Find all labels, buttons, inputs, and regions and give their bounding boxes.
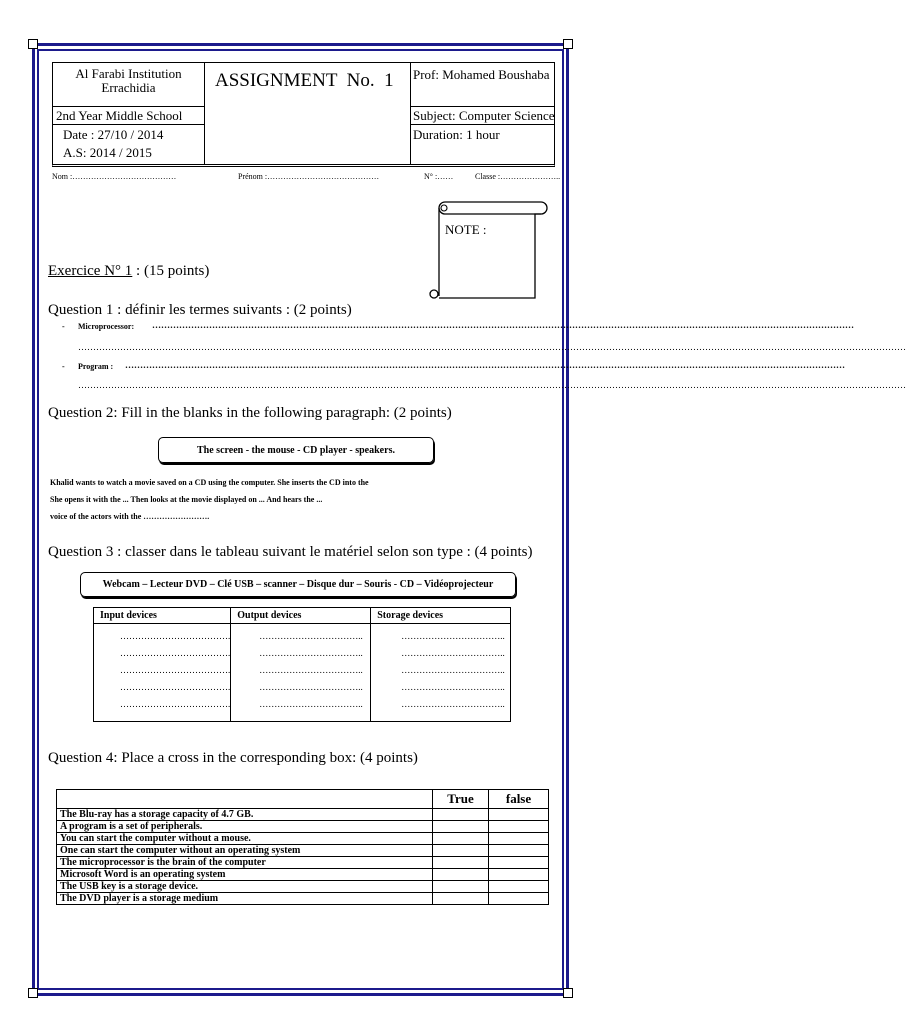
note-scroll-box <box>425 196 550 306</box>
statement: A program is a set of peripherals. <box>57 821 433 833</box>
true-false-table <box>56 789 549 905</box>
institution-name: Al Farabi Institution Errachidia <box>75 66 182 95</box>
statement: Microsoft Word is an operating system <box>57 869 433 881</box>
q1-answer-line[interactable]: …………………………………………………………………………………………………………………………………………………………………………………………………………………… <box>125 360 845 370</box>
statement: One can start the computer without an operating system <box>57 845 433 857</box>
device-classification-table <box>93 607 511 722</box>
true-checkbox[interactable] <box>433 845 489 857</box>
false-checkbox[interactable] <box>489 821 549 833</box>
table-row <box>57 821 549 833</box>
false-checkbox[interactable] <box>489 833 549 845</box>
false-checkbox[interactable] <box>489 809 549 821</box>
header-table <box>52 62 555 167</box>
false-checkbox[interactable] <box>489 845 549 857</box>
assignment-title: ASSIGNMENT No. 1 <box>215 70 394 91</box>
true-checkbox[interactable] <box>433 869 489 881</box>
q1-answer-line[interactable]: …………………………………………………………………………………………………………………………………………………………………………………………………………………………………………………… <box>78 380 906 390</box>
frame-corner <box>28 988 38 998</box>
true-checkbox[interactable] <box>433 833 489 845</box>
storage-devices-cell[interactable]: …………………………….. …………………………….. …………………………….. …………………………….. …………………………….. <box>371 624 511 722</box>
table-row <box>57 809 549 821</box>
true-checkbox[interactable] <box>433 809 489 821</box>
q1-bullet: - <box>62 362 65 371</box>
duration: Duration: 1 hour <box>413 127 500 142</box>
question-3-title: Question 3 : classer dans le tableau suivant le matériel selon son type : (4 points) <box>48 544 533 560</box>
subject: Subject: Computer Science <box>413 108 555 123</box>
classe-field[interactable]: Classe :………………….. <box>475 172 561 181</box>
exam-date: Date : 27/10 / 2014 <box>63 127 164 142</box>
true-checkbox[interactable] <box>433 821 489 833</box>
true-checkbox[interactable] <box>433 893 489 905</box>
professor-name: Prof: Mohamed Boushaba <box>413 67 550 82</box>
table-row <box>57 869 549 881</box>
input-devices-cell[interactable]: ………………………………. ………………………………. ………………………………. ………………………………. ………………………………. <box>94 624 231 722</box>
table-row <box>57 857 549 869</box>
q1-microprocessor-label: Microprocessor: <box>78 322 135 331</box>
col-input-devices: Input devices <box>94 608 231 624</box>
frame-corner <box>28 39 38 49</box>
false-checkbox[interactable] <box>489 869 549 881</box>
col-false: false <box>489 790 549 809</box>
statement: You can start the computer without a mouse. <box>57 833 433 845</box>
q1-bullet: - <box>62 322 65 331</box>
statement: The Blu-ray has a storage capacity of 4.7 GB. <box>57 809 433 821</box>
false-checkbox[interactable] <box>489 881 549 893</box>
q2-paragraph-line: She opens it with the ... Then looks at the movie displayed on ... And hears the ... <box>50 495 323 504</box>
q1-answer-line[interactable]: ……………………………………………………………………………………………………………………………………………………………………………………………………………… <box>152 320 854 330</box>
q1-program-label: Program : <box>78 362 114 371</box>
col-output-devices: Output devices <box>231 608 371 624</box>
note-label: NOTE : <box>445 222 487 237</box>
statement: The microprocessor is the brain of the computer <box>57 857 433 869</box>
prenom-field[interactable]: Prénom :…………………………………… <box>238 172 380 181</box>
question-4-title: Question 4: Place a cross in the corresponding box: (4 points) <box>48 750 418 766</box>
table-row <box>57 893 549 905</box>
table-row <box>57 833 549 845</box>
col-storage-devices: Storage devices <box>371 608 511 624</box>
school-year: A.S: 2014 / 2015 <box>63 145 152 160</box>
q2-word-bank: The screen - the mouse - CD player - speakers. <box>158 437 434 463</box>
nom-field[interactable]: Nom :………………………………… <box>52 172 177 181</box>
q2-paragraph-line: Khalid wants to watch a movie saved on a CD using the computer. She inserts the CD into the <box>50 478 369 487</box>
false-checkbox[interactable] <box>489 893 549 905</box>
q2-paragraph-line: voice of the actors with the ……………………. <box>50 512 210 521</box>
school-level: 2nd Year Middle School <box>56 108 183 123</box>
question-1-title: Question 1 : définir les termes suivants : (2 points) <box>48 302 352 318</box>
statement-header <box>57 790 433 809</box>
false-checkbox[interactable] <box>489 857 549 869</box>
exercise-heading: Exercice N° 1 : (15 points) <box>48 263 210 279</box>
frame-corner <box>563 988 573 998</box>
question-2-title: Question 2: Fill in the blanks in the following paragraph: (2 points) <box>48 405 452 421</box>
q1-answer-line[interactable]: …………………………………………………………………………………………………………………………………………………………………………………………………………………………………………………… <box>78 342 906 352</box>
statement: The DVD player is a storage medium <box>57 893 433 905</box>
true-checkbox[interactable] <box>433 857 489 869</box>
frame-corner <box>563 39 573 49</box>
statement: The USB key is a storage device. <box>57 881 433 893</box>
table-row <box>57 881 549 893</box>
output-devices-cell[interactable]: …………………………….. …………………………….. …………………………….. …………………………….. …………………………….. <box>231 624 371 722</box>
numero-field[interactable]: N° :…… <box>424 172 454 181</box>
q3-word-bank: Webcam – Lecteur DVD – Clé USB – scanner – Disque dur – Souris - CD – Vidéoprojecteur <box>80 572 516 597</box>
col-true: True <box>433 790 489 809</box>
true-checkbox[interactable] <box>433 881 489 893</box>
table-row <box>57 845 549 857</box>
